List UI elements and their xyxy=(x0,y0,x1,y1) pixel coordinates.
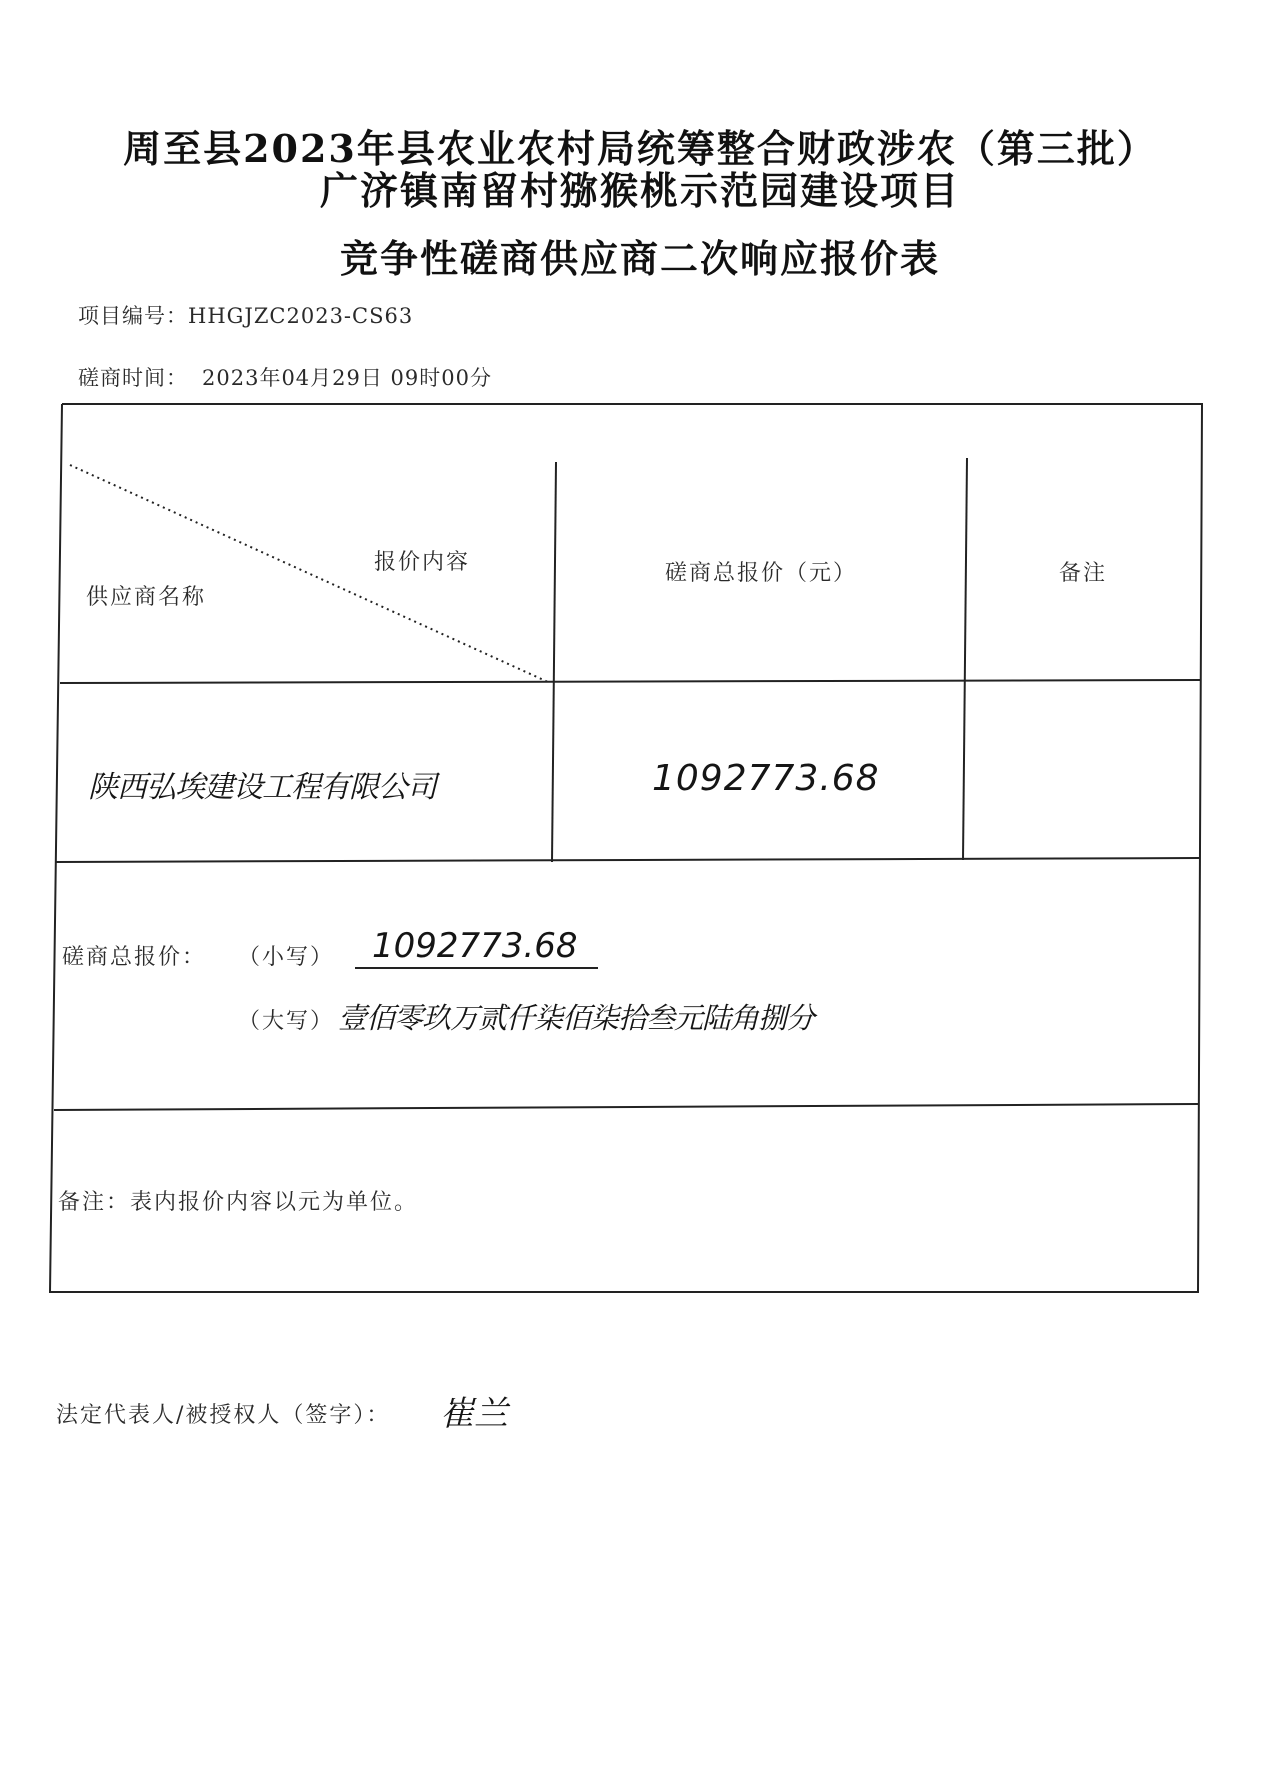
small-amount-label: （小写） xyxy=(238,945,335,970)
project-number-value: HHGJZC2023-CS63 xyxy=(188,304,414,328)
signature-label: 法定代表人/被授权人（签字）： xyxy=(56,1403,391,1428)
table-rule-header xyxy=(60,680,1200,683)
signature-handwritten: 崔兰 xyxy=(440,1394,508,1434)
big-amount-label: （大写） xyxy=(238,1009,335,1034)
title-line-3: 竞争性磋商供应商二次响应报价表 xyxy=(339,236,940,281)
header-quote-content: 报价内容 xyxy=(374,550,471,575)
total-quote-handwritten: 1092773.68 xyxy=(652,758,880,799)
header-diagonal-line xyxy=(70,465,548,682)
table-rule-summary xyxy=(54,1104,1199,1110)
title-line-2: 广济镇南留村猕猴桃示范园建设项目 xyxy=(319,168,960,213)
table-rule-row xyxy=(56,858,1199,862)
supplier-name-handwritten: 陕西弘埃建设工程有限公司 xyxy=(88,770,436,805)
big-amount-handwritten: 壹佰零玖万贰仟柒佰柒拾叁元陆角捌分 xyxy=(338,1001,815,1035)
title-line-1: 周至县2023年县农业农村局统筹整合财政涉农（第三批） xyxy=(123,126,1157,171)
negotiation-time-value: 2023年04月29日 09时00分 xyxy=(202,366,493,390)
small-amount-handwritten: 1092773.68 xyxy=(372,926,578,966)
negotiation-time-label: 磋商时间： xyxy=(78,366,188,390)
table-border xyxy=(50,404,1202,1292)
header-note: 备注 xyxy=(1058,561,1107,586)
summary-total-label: 磋商总报价： xyxy=(62,945,207,970)
header-total-quote: 磋商总报价（元） xyxy=(664,561,857,586)
table-col-divider-2 xyxy=(963,458,967,860)
table-footnote: 备注：表内报价内容以元为单位。 xyxy=(58,1190,419,1215)
header-supplier-name: 供应商名称 xyxy=(86,585,207,610)
table-col-divider-1 xyxy=(552,462,556,862)
project-number-label: 项目编号： xyxy=(78,304,188,328)
